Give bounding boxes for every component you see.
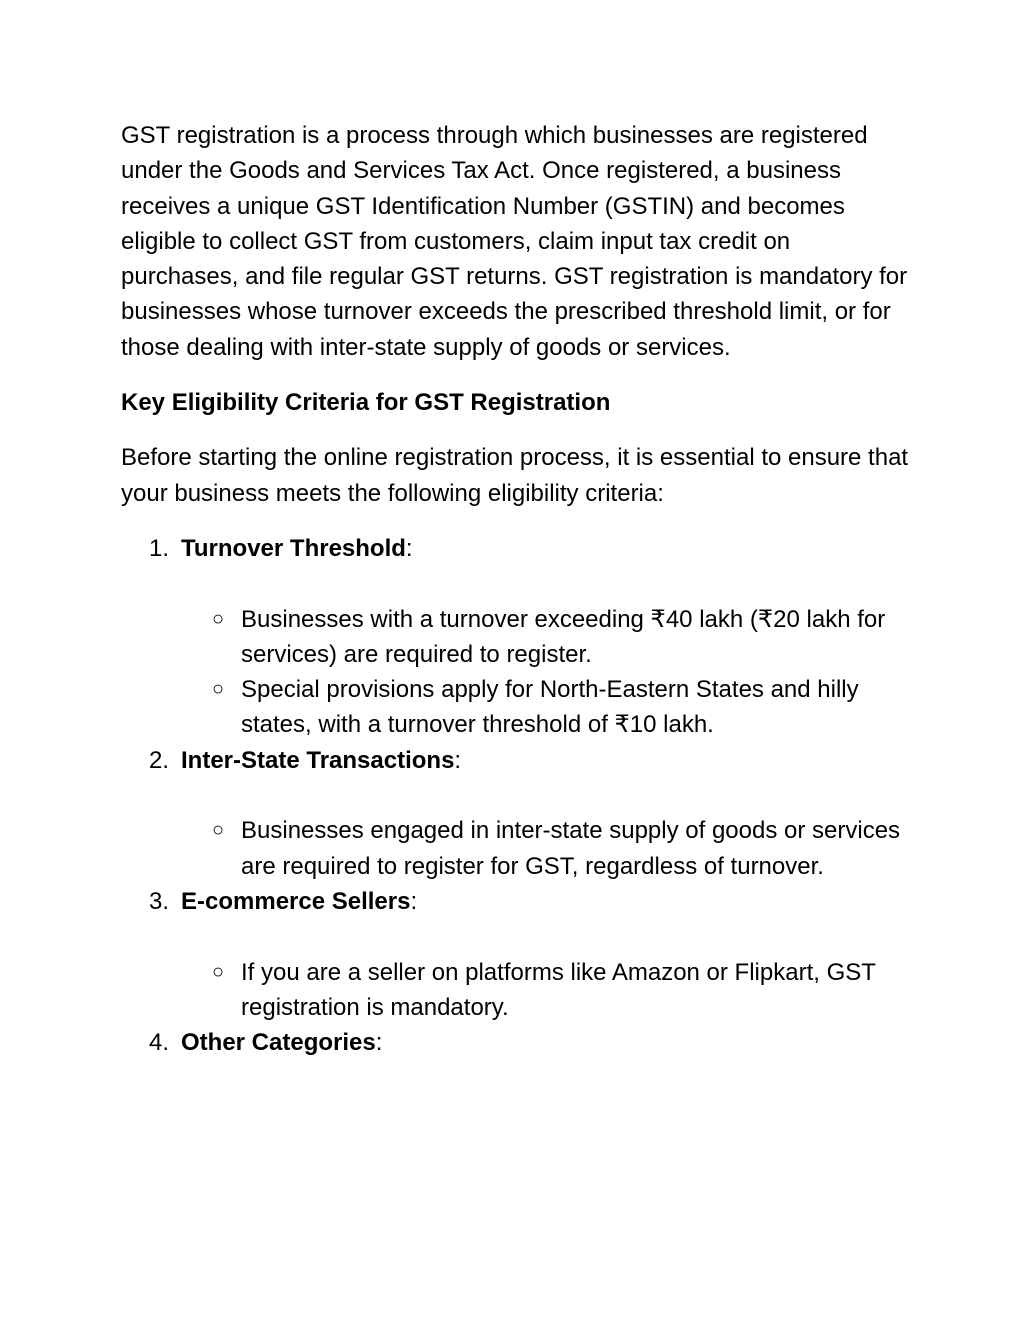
sub-item-text: Businesses with a turnover exceeding ₹40 lakh (₹20 lakh for services) are required to register. [241,605,886,668]
sub-item-text: If you are a seller on platforms like Amazon or Flipkart, GST registration is mandatory. [241,958,876,1021]
criterion-colon: : [410,887,418,915]
sub-list [121,955,911,1026]
criterion-number: 3. [149,887,170,915]
intro-paragraph: GST registration is a process through which businesses are registered under the Goods and Services Tax Act. Once registered, a business receives a unique GST Identification Number (GSTIN) and becomes eligible to collect GST from customers, claim input tax credit on purchases, and file regular GST returns. GST registration is mandatory for businesses whose turnover exceeds the prescribed threshold limit, or for those dealing with inter-state supply of goods or services. [121,122,908,361]
sub-list [121,602,911,743]
hollow-circle-bullet-icon: ○ [212,678,225,701]
sub-item-text: Businesses engaged in inter-state supply of goods or services are required to register for GST, regardless of turnover. [241,817,901,880]
criterion-title: Turnover Threshold [181,534,406,562]
sub-item [121,672,911,743]
sub-item [121,955,911,1026]
criterion-title: Inter-State Transactions [181,746,455,774]
criterion-title-row [121,743,911,778]
criterion-colon: : [375,1029,383,1057]
sub-item [121,813,911,884]
criterion-number: 4. [149,1029,170,1057]
criterion-item [121,884,911,1025]
hollow-circle-bullet-icon: ○ [212,819,225,842]
sub-list [121,813,911,884]
hollow-circle-bullet-icon: ○ [212,607,225,630]
criterion-item [121,531,911,743]
criterion-title-row [121,884,911,919]
lead-paragraph: Before starting the online registration process, it is essential to ensure that your business meets the following eligibility criteria: [121,444,909,507]
hollow-circle-bullet-icon: ○ [212,960,225,983]
criterion-number: 2. [149,746,170,774]
criterion-title: Other Categories [181,1029,376,1057]
criterion-item [121,1025,911,1060]
criterion-title-row [121,531,911,566]
criterion-title-row [121,1025,911,1060]
criterion-number: 1. [149,534,170,562]
sub-item [121,602,911,673]
criterion-title: E-commerce Sellers [181,887,411,915]
criteria-list [121,531,911,1060]
section-heading: Key Eligibility Criteria for GST Registration [121,389,611,417]
criterion-colon: : [405,534,413,562]
sub-item-text: Special provisions apply for North-Eastern States and hilly states, with a turnover threshold of ₹10 lakh. [241,676,859,739]
document-page [121,118,911,1060]
criterion-item [121,743,911,884]
criterion-colon: : [454,746,462,774]
